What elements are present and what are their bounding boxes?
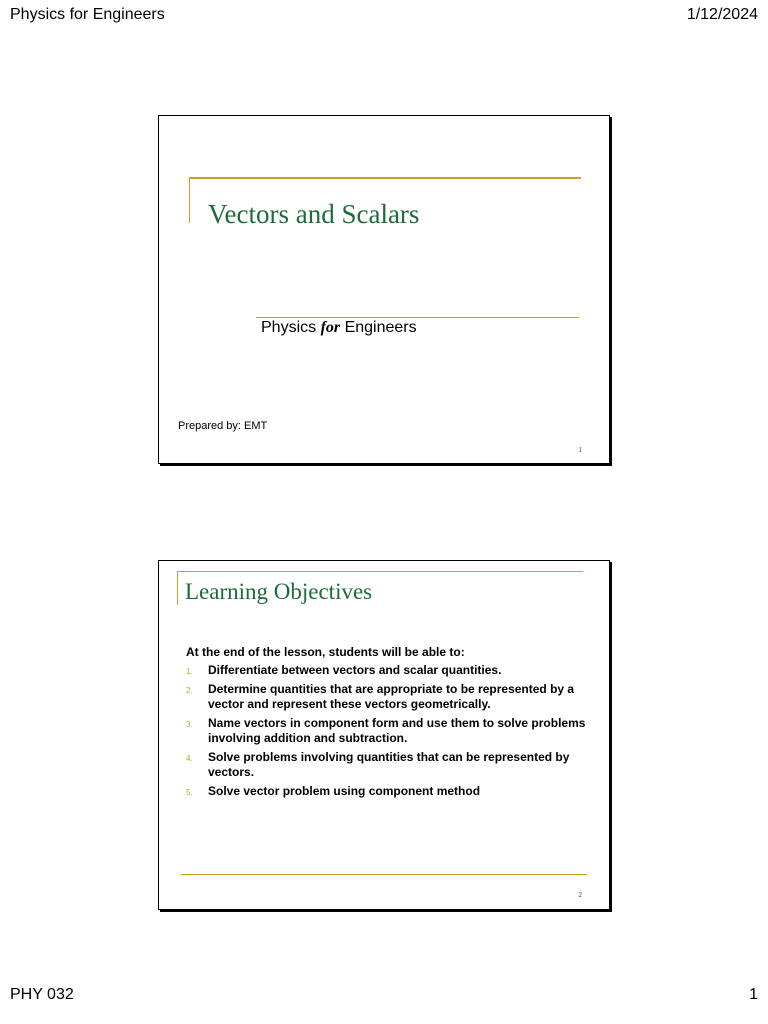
page-footer-number: 1 — [749, 986, 758, 1003]
slide-title: Vectors and Scalars — [208, 199, 420, 229]
objective-text: Name vectors in component form and use them to solve problems involving addition and subtraction. — [208, 715, 586, 745]
subtitle-part-1: Physics — [261, 319, 321, 336]
slide-title: Learning Objectives — [185, 579, 373, 604]
slide-number: 2 — [578, 891, 582, 899]
slide-2 — [158, 560, 610, 910]
objectives-intro: At the end of the lesson, students will be able to: — [186, 645, 465, 659]
objective-text: Solve problems involving quantities that can be represented by vectors. — [208, 749, 570, 779]
prepared-by: Prepared by: EMT — [178, 420, 268, 432]
page-header-title: Physics for Engineers — [10, 6, 165, 23]
objective-text: Determine quantities that are appropriate to be represented by a vector and represent these vectors geometrically. — [208, 681, 575, 711]
objective-number: 4. — [186, 753, 193, 763]
title-accent-vertical — [189, 177, 190, 223]
title-accent-vertical — [177, 571, 178, 605]
objective-number: 3. — [186, 719, 193, 729]
slide-number: 1 — [578, 446, 582, 454]
objective-number: 1. — [186, 667, 193, 676]
slide-subtitle — [261, 319, 417, 337]
objective-item — [186, 682, 596, 713]
subtitle-accent-line — [256, 317, 579, 318]
objective-item — [186, 716, 596, 747]
footer-accent-line — [181, 874, 587, 875]
title-accent-line — [177, 571, 583, 572]
subtitle-for: for — [320, 319, 341, 336]
objective-item — [186, 750, 596, 781]
title-accent-line — [189, 177, 581, 179]
objective-text: Solve vector problem using component method — [208, 783, 481, 798]
objective-item — [186, 784, 596, 800]
objective-number: 5. — [186, 787, 193, 797]
objectives-list — [186, 663, 596, 802]
objective-item — [186, 663, 596, 679]
subtitle-part-2: Engineers — [340, 319, 417, 336]
page-header-date: 1/12/2024 — [686, 6, 758, 23]
page-footer-course: PHY 032 — [10, 986, 74, 1003]
objective-number: 2. — [186, 685, 193, 695]
slide-1 — [158, 115, 610, 464]
objective-text: Differentiate between vectors and scalar quantities. — [208, 663, 502, 677]
